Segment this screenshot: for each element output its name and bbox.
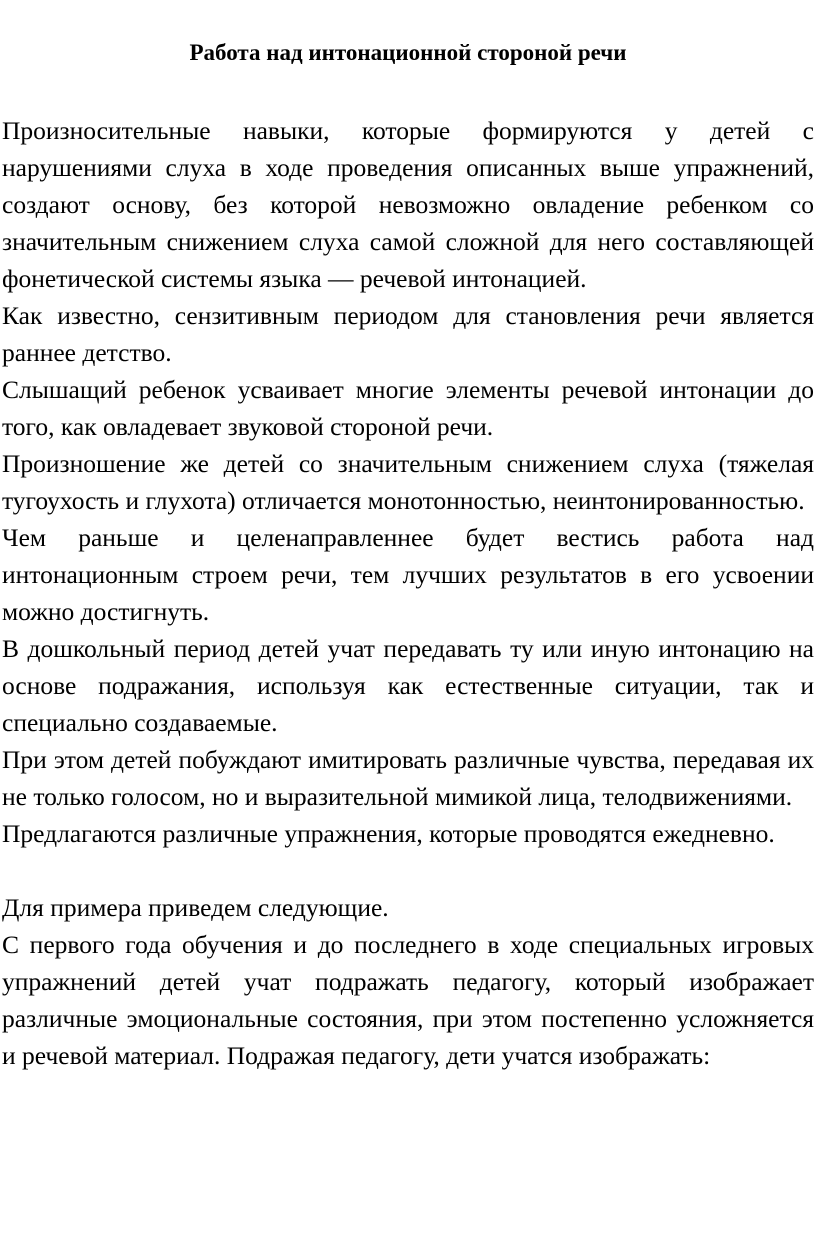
paragraph-8: Предлагаются различные упражнения, которые проводятся ежедневно. [2,819,775,848]
paragraph-4: Произношение же детей со значительным снижением слуха (тяжелая тугоухость и глухота) отличается монотонностью, неинтонированностью. [2,449,814,515]
paragraph-spacer [2,852,814,889]
paragraph-9: Для примера приведем следующие. [2,893,389,922]
paragraph-2: Как известно, сензитивным периодом для становления речи является раннее детство. [2,301,814,367]
paragraph-7: При этом детей побуждают имитировать различные чувства, передавая их не только голосом, но и выразительной мимикой лица, телодвижениями. [2,745,814,811]
paragraph-6: В дошкольный период детей учат передавать ту или иную интонацию на основе подражания, используя как естественные ситуации, так и специально создаваемые. [2,634,814,737]
paragraph-3: Слышащий ребенок усваивает многие элементы речевой интонации до того, как овладевает звуковой стороной речи. [2,375,814,441]
paragraph-10: С первого года обучения и до последнего в ходе специальных игровых упражнений детей учат подражать педагогу, который изображает различные эмоциональные состояния, при этом постепенно усложняется и речевой материал. Подражая педагогу, дети учатся изображать: [2,930,814,1070]
paragraph-5: Чем раньше и целенаправленнее будет вестись работа над интонационным строем речи, тем лучших результатов в его усвоении можно достигнуть. [2,523,814,626]
document-body [2,112,814,1074]
paragraph-1: Произносительные навыки, которые формируются у детей с нарушениями слуха в ходе проведения описанных выше упражнений, создают основу, без которой невозможно овладение ребенком со значительным снижением слуха самой сложной для него составляющей фонетической системы языка — речевой интонацией. [2,116,814,293]
document-title: Работа над интонационной стороной речи [189,40,627,65]
